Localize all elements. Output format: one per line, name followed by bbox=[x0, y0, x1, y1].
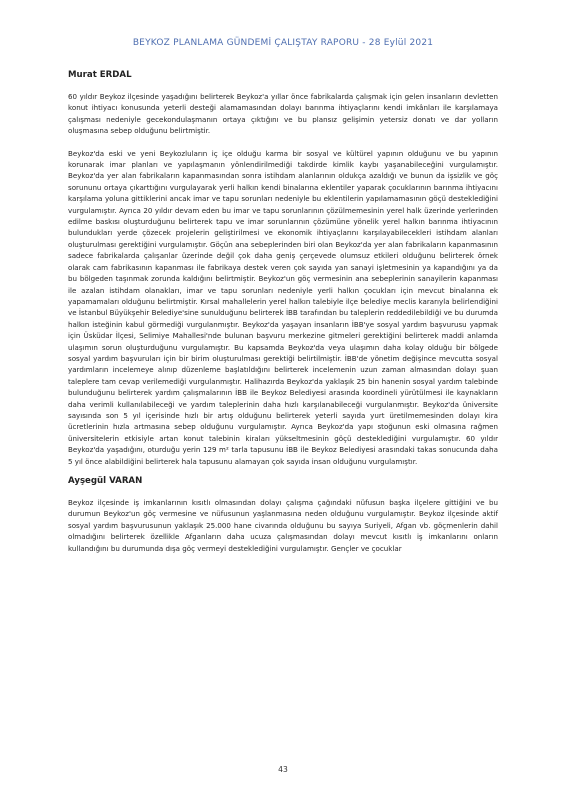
speaker-name: Ayşegül VARAN bbox=[68, 476, 143, 486]
paragraph: 60 yıldır Beykoz ilçesinde yaşadığını belirterek Beykoz'a yıllar önce fabrikalarda çalışmak için gelen insanların devletten konut ihtiyacı konusunda yeterli desteği alamamasından dolayı barınma ihtiyaçlarını kendi imkânları ile karşılamaya çalışması nedeniyle gecekondulaşmanın ortaya çıktığını ve bu plansız gelişimin yetersiz donatı ve dar yolların oluşmasına sebep olduğunu belirtmiştir. bbox=[68, 92, 498, 136]
page-number: 43 bbox=[278, 765, 288, 774]
paragraph: Beykoz'da eski ve yeni Beykozluların iç içe olduğu karma bir sosyal ve kültürel yapının olduğunu ve bu yapının korunarak imar planları ve yapılaşmanın yönlendirilmediği takdirde kimlik kaybı yaşanabileceğini vurgulamıştır. Beykoz'da yer alan fabrikaların kapanmasından sonra istihdam alanlarının oldukça azaldığı ve bunun da işsizlik ve göç sorununu ortaya çıkarttığını vurgulayarak yerli halkın kendi binalarına eklentiler yaparak çocuklarının barınma ihtiyacını karşılama yoluna gittiklerini ancak imar ve tapu sorunları nedeniyle bu eklentilerin yapılamamasının göçü desteklediğini vurgulamıştır. Ayrıca 20 yıldır devam eden bu imar ve tapu sorunlarının çözülmemesinin yerel halk üzerinde yerlerinden edilme baskısı oluşturduğunu belirterek tapu ve imar sorunlarının çözümüne yönelik yerel halkın barınma ihtiyacının bulundukları yerde çözecek projelerin geliştirilmesi ve ekonomik ihtiyaçlarını karşılayabilecekleri istihdam alanları oluşturulması gerektiğini vurgulamıştır. Göçün ana sebeplerinden biri olan Beykoz'da yer alan fabrikaların kapanmasının sadece fabrikalarda çalışanlar üzerinde değil çok daha geniş çerçevede olumsuz etkileri olduğunu belirterek örnek olarak cam fabrikasının kapanması ile fabrikaya destek veren çok sayıda yan sanayi işletmesinin ya kapandığını ya da bu bölgeden taşınmak zorunda kaldığını belirtmiştir. Beykoz'un göç vermesinin ana sebeplerinin sanayilerin kapanması ile azalan istihdam olanakları, imar ve tapu sorunları nedeniyle yerli halkın çocukları için mevcut binalarına ek yapamamaları olduğunu belirtmiştir. Kırsal mahallelerin yerel halkın talebiyle ilçe belediye meclis kararıyla belirlendiğini ve İstanbul Büyükşehir Belediye'sine sunulduğunu belirterek İBB tarafından bu taleplerin reddedilebildiği ve bu durumda halkın isteğinin kabul görmediği vurgulanmıştır. Beykoz'da yaşayan insanların İBB'ye sosyal yardım başvurusu yapmak için Üsküdar İlçesi, Selimiye Mahallesi'nde bulunan başvuru merkezine gitmeleri gerektiğini belirterek maddi anlamda ulaşımın sorun oluşturduğunu vurgulamıştır. Bu kapsamda Beykoz'da veya ulaşımın daha kolay olduğu bir bölgede sosyal yardım başvuruları için bir birim oluşturulması gerektiği belirtilmiştir. İBB'de yönetim değişince mevcutta sosyal yardımların incelemeye alınıp düzenleme başlatıldığını belirterek incelemenin uzun zaman almasından dolayı şuan taleplere tam cevap verilemediği vurgulanmıştır. Halihazırda Beykoz'da yaklaşık 25 bin hanenin sosyal yardım talebinde bulunduğunu belirterek yardım çalışmalarının İBB ile Beykoz Belediyesi arasında koordineli yürütülmesi ile kaynakların daha verimli kullanılabileceği ve yardım taleplerinin daha hızlı karşılanabileceği vurgulanmıştır. Beykoz'da üniversite sayısında son 5 yıl içerisinde hızlı bir artış olduğunu belirterek yeterli sayıda yurt üretilmemesinden dolayı kira ücretlerinin hızla artmasına sebep olduğunu vurgulamıştır. Ayrıca Beykoz'da yapı stoğunun eski olmasına rağmen üniversitelerin etkisiyle artan konut talebinin kiraları yükseltmesinin göçü desteklediğini vurgulamıştır. 60 yıldır Beykoz'da yaşadığını, oturduğu yerin 129 m² tarla tapusunu İBB ile Beykoz Belediyesi arasındaki takas sonucunda daha 5 yıl önce alabildiğini belirterek hala tapusunu alamayan çok sayıda insan olduğunu vurgulamıştır. bbox=[68, 148, 498, 466]
page-content bbox=[68, 70, 498, 565]
report-header: BEYKOZ PLANLAMA GÜNDEMİ ÇALIŞTAY RAPORU - 28 Eylül 2021 bbox=[132, 38, 434, 48]
speaker-name: Murat ERDAL bbox=[68, 70, 132, 80]
paragraph: Beykoz ilçesinde iş imkanlarının kısıtlı olmasından dolayı çalışma çağındaki nüfusun başka ilçelere gittiğini ve bu durumun Beykoz'un göç vermesine ve nüfusunun yaşlanmasına neden olduğunu vurgulamıştır. Beykoz ilçesinde aktif sosyal yardım başvurusunun yaklaşık 25.000 hane civarında olduğunu bu sayıya Suriyeli, Afgan vb. göçmenlerin dahil olmadığını belirterek özellikle Afganların daha ucuza çalışmasından dolayı mevcut kısıtlı iş imkanlarını onların kullandığını bu durumunda dışa göç vermeyi desteklediğini vurgulamıştır. Gençler ve çocuklar bbox=[68, 498, 498, 553]
